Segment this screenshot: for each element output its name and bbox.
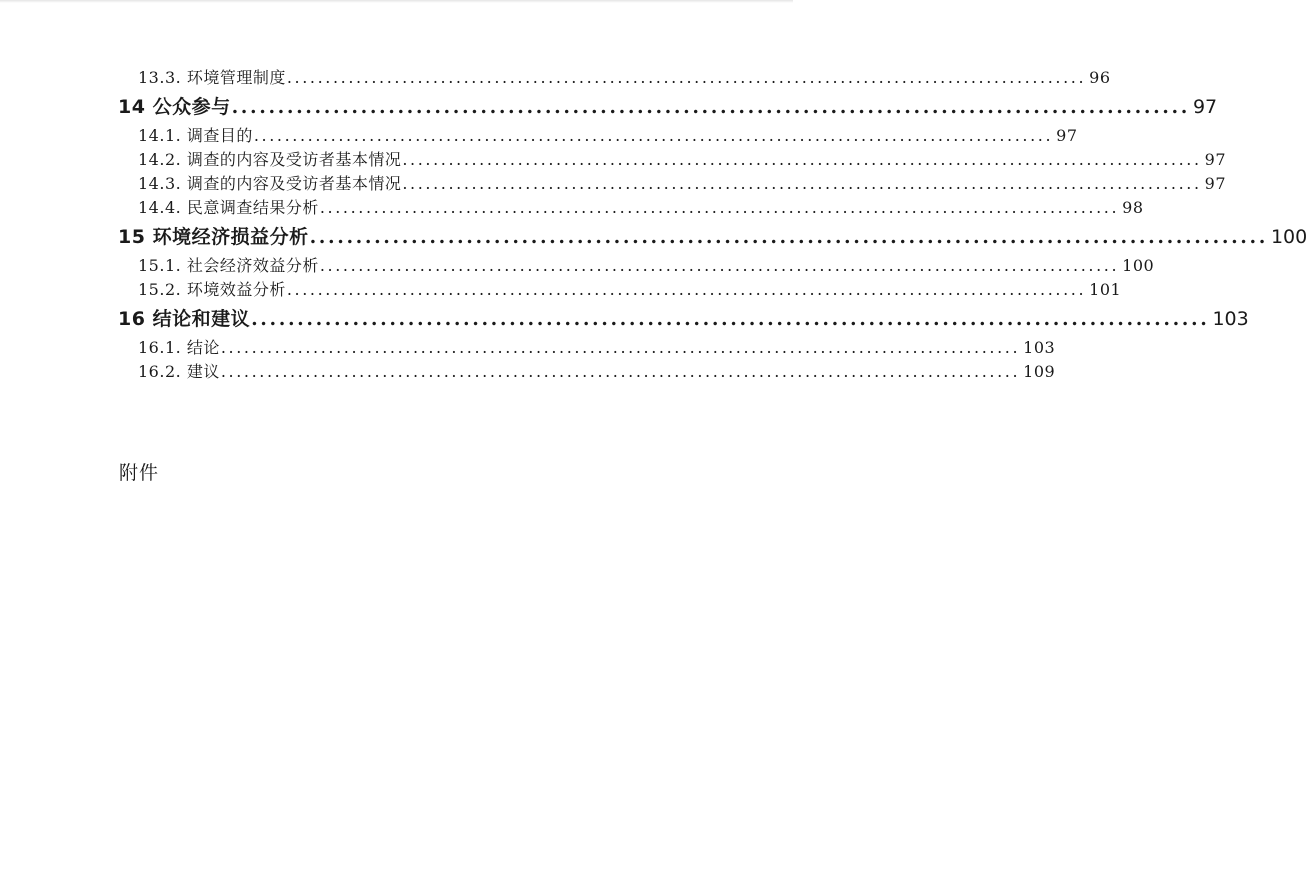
toc-entry-16-2[interactable]	[118, 360, 1056, 384]
toc-entry-text: 社会经济效益分析	[186, 256, 319, 275]
toc-entry-title	[138, 148, 401, 172]
toc-section-text: 公众参与	[152, 96, 231, 118]
toc-entry-text: 建议	[186, 362, 220, 381]
dot-leader: ........................................................................................................	[220, 338, 1021, 357]
toc-entry-15-2[interactable]	[118, 278, 1122, 302]
toc-entry-number: 14.2.	[138, 150, 182, 169]
dot-leader: ........................................................................................................	[319, 198, 1120, 217]
toc-section-14[interactable]	[118, 90, 1218, 124]
toc-entry-title	[138, 66, 286, 90]
toc-entry-13-3[interactable]	[118, 66, 1111, 90]
dot-leader: ........................................................................................................	[253, 126, 1054, 145]
dot-leader: ........................................................................................................	[309, 226, 1268, 248]
toc-entry-text: 调查的内容及受访者基本情况	[186, 150, 402, 169]
toc-entry-14-3[interactable]	[118, 172, 1227, 196]
toc-section-title	[118, 302, 250, 336]
toc-entry-number: 14.3.	[138, 174, 182, 193]
toc-section-text: 结论和建议	[152, 308, 251, 330]
toc-entry-title	[138, 360, 220, 384]
toc-entry-number: 16.2.	[138, 362, 182, 381]
toc-entry-number: 14.4.	[138, 198, 182, 217]
dot-leader: ........................................................................................................	[286, 68, 1087, 87]
toc-entry-text: 环境效益分析	[186, 280, 286, 299]
toc-entry-text: 环境管理制度	[186, 68, 286, 87]
toc-entry-text: 结论	[186, 338, 220, 357]
toc-section-number: 15	[118, 226, 146, 248]
toc-entry-text: 调查目的	[186, 126, 253, 145]
dot-leader: ........................................................................................................	[231, 96, 1190, 118]
dot-leader: ........................................................................................................	[402, 174, 1202, 193]
toc-page-number: 103	[1023, 338, 1056, 357]
toc-entry-16-1[interactable]	[118, 336, 1056, 360]
toc-entry-number: 16.1.	[138, 338, 182, 357]
dot-leader: ........................................................................................................	[251, 308, 1210, 330]
dot-leader: ........................................................................................................	[220, 362, 1021, 381]
toc-entry-title	[138, 278, 286, 302]
toc-entry-number: 14.1.	[138, 126, 182, 145]
toc-section-text: 环境经济损益分析	[152, 226, 309, 248]
toc-page-number: 109	[1023, 362, 1056, 381]
dot-leader: ........................................................................................................	[402, 150, 1202, 169]
toc-entry-title	[138, 254, 319, 278]
toc-page-number: 97	[1204, 174, 1227, 193]
toc-entry-title	[138, 336, 220, 360]
toc-entry-title	[138, 124, 253, 148]
toc-page-number: 96	[1089, 68, 1111, 87]
toc-section-title	[118, 220, 309, 254]
toc-entry-number: 15.2.	[138, 280, 182, 299]
toc-page-number: 98	[1122, 198, 1144, 217]
toc-section-number: 16	[118, 308, 146, 330]
toc-entry-text: 民意调查结果分析	[186, 198, 319, 217]
page-top-edge	[0, 0, 793, 3]
toc-entry-14-2[interactable]	[118, 148, 1227, 172]
toc-entry-text: 调查的内容及受访者基本情况	[186, 174, 402, 193]
attachment-heading: 附件	[119, 462, 160, 484]
toc-page-number: 97	[1192, 96, 1218, 118]
toc-entry-title	[138, 172, 401, 196]
table-of-contents	[118, 66, 1307, 384]
toc-entry-15-1[interactable]	[118, 254, 1155, 278]
toc-page-number: 100	[1122, 256, 1155, 275]
toc-section-number: 14	[118, 96, 146, 118]
dot-leader: ........................................................................................................	[286, 280, 1087, 299]
toc-page-number: 97	[1204, 150, 1227, 169]
toc-page-number: 97	[1056, 126, 1078, 145]
toc-entry-number: 15.1.	[138, 256, 182, 275]
toc-page-number: 101	[1089, 280, 1122, 299]
toc-page-number: 103	[1212, 308, 1249, 330]
toc-section-15[interactable]	[118, 220, 1307, 254]
toc-section-16[interactable]	[118, 302, 1249, 336]
toc-entry-title	[138, 196, 319, 220]
dot-leader: ........................................................................................................	[319, 256, 1120, 275]
toc-entry-14-1[interactable]	[118, 124, 1078, 148]
toc-section-title	[118, 90, 231, 124]
toc-entry-14-4[interactable]	[118, 196, 1144, 220]
toc-entry-number: 13.3.	[138, 68, 182, 87]
toc-page-number: 100	[1270, 226, 1307, 248]
